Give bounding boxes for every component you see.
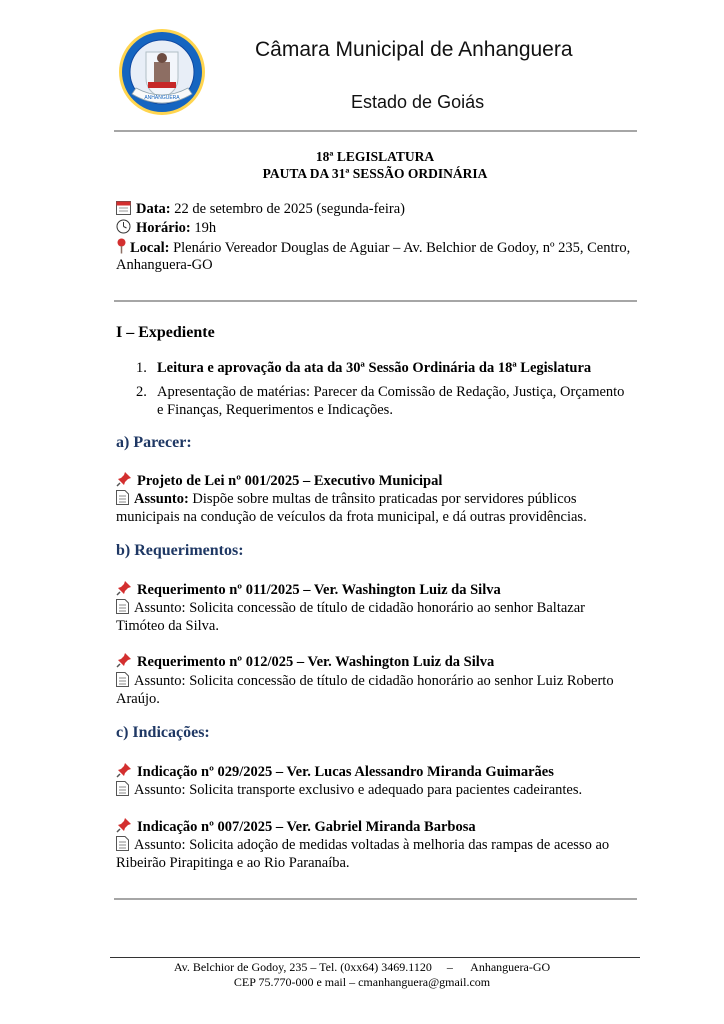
footer-rule <box>110 957 640 958</box>
requerimento-1-title <box>116 580 501 599</box>
parecer-assunto-line1: Dispõe sobre multas de trânsito praticadas por servidores públicos <box>192 491 577 507</box>
expediente-item-1: Leitura e aprovação da ata da 30ª Sessão Ordinária da 18ª Legislatura <box>157 360 592 376</box>
pushpin-icon <box>116 652 132 668</box>
requerimento-2-title <box>116 652 494 671</box>
calendar-icon <box>116 200 131 215</box>
date-line <box>116 200 405 218</box>
requerimento-1-line1: Assunto: Solicita concessão de título de cidadão honorário ao senhor Baltazar <box>134 600 585 616</box>
parecer-item-assunto <box>116 490 577 508</box>
pushpin-icon <box>116 580 132 596</box>
chamber-name: Câmara Municipal de Anhanguera <box>255 38 573 61</box>
parecer-heading: a) Parecer: <box>116 434 192 451</box>
indicacao-2-assunto <box>116 836 609 854</box>
document-icon <box>116 490 129 505</box>
document-icon <box>116 672 129 687</box>
parecer-item-title <box>116 471 442 490</box>
expediente-heading: I – Expediente <box>116 324 215 341</box>
time-value: 19h <box>194 220 217 236</box>
time-label: Horário: <box>136 220 191 236</box>
location-pin-icon <box>116 238 127 254</box>
location-line <box>116 238 630 257</box>
indicacao-1-title-text: Indicação nº 029/2025 – Ver. Lucas Alessandro Miranda Guimarães <box>137 764 554 780</box>
municipal-seal-logo <box>118 28 206 116</box>
indicacao-2-title-text: Indicação nº 007/2025 – Ver. Gabriel Miranda Barbosa <box>137 819 476 835</box>
location-value-2: Anhanguera-GO <box>116 257 213 273</box>
state-name: Estado de Goiás <box>351 92 485 112</box>
pauta-title: PAUTA DA 31ª SESSÃO ORDINÁRIA <box>262 166 488 181</box>
location-value-1: Plenário Vereador Douglas de Aguiar – Av. Belchior de Godoy, nº 235, Centro, <box>173 240 631 256</box>
expediente-item-2-line1: Apresentação de matérias: Parecer da Comissão de Redação, Justiça, Orçamento <box>157 384 625 400</box>
indicacao-1-line1: Assunto: Solicita transporte exclusivo e adequado para pacientes cadeirantes. <box>134 782 583 798</box>
location-label: Local: <box>130 240 170 256</box>
indicacao-1-title <box>116 762 554 781</box>
pushpin-icon <box>116 762 132 778</box>
requerimento-1-assunto <box>116 599 585 617</box>
indicacao-2-line1: Assunto: Solicita adoção de medidas voltadas à melhoria das rampas de acesso ao <box>134 837 610 853</box>
date-value: 22 de setembro de 2025 (segunda-feira) <box>174 201 405 217</box>
requerimentos-heading: b) Requerimentos: <box>116 542 244 559</box>
requerimento-1-title-text: Requerimento nº 011/2025 – Ver. Washington Luiz da Silva <box>137 582 501 598</box>
indicacao-1-assunto <box>116 781 582 799</box>
requerimento-2-line1: Assunto: Solicita concessão de título de cidadão honorário ao senhor Luiz Roberto <box>134 673 614 689</box>
clock-icon <box>116 219 131 234</box>
indicacao-2-title <box>116 817 476 836</box>
expediente-item-1-num: 1. <box>136 360 147 376</box>
pushpin-icon <box>116 471 132 487</box>
footer-contact: CEP 75.770-000 e mail – cmanhanguera@gmail.com <box>233 975 491 989</box>
parecer-assunto-label: Assunto: <box>134 491 189 507</box>
indicacao-2-line2: Ribeirão Pirapitinga e ao Rio Paranaíba. <box>116 855 350 871</box>
requerimento-1-line2: Timóteo da Silva. <box>116 618 219 634</box>
footer-address: Av. Belchior de Godoy, 235 – Tel. (0xx64) 3469.1120 – Anhanguera-GO <box>173 960 551 974</box>
parecer-item-title-text: Projeto de Lei nº 001/2025 – Executivo Municipal <box>137 473 443 489</box>
date-label: Data: <box>136 201 171 217</box>
content-divider <box>114 898 637 900</box>
header-divider <box>114 130 637 132</box>
requerimento-2-line2: Araújo. <box>116 691 160 707</box>
document-icon <box>116 836 129 851</box>
seal-banner-text: ANHANGUERA <box>144 95 180 101</box>
indicacoes-heading: c) Indicações: <box>116 724 210 741</box>
expediente-item-2-num: 2. <box>136 384 147 400</box>
requerimento-2-assunto <box>116 672 614 690</box>
legislatura-heading: 18ª LEGISLATURA <box>315 149 435 164</box>
info-divider <box>114 300 637 302</box>
expediente-item-2-line2: e Finanças, Requerimentos e Indicações. <box>157 402 393 418</box>
parecer-assunto-line2: municipais na condução de veículos da frota municipal, e dá outras providências. <box>116 509 587 525</box>
document-icon <box>116 599 129 614</box>
pushpin-icon <box>116 817 132 833</box>
requerimento-2-title-text: Requerimento nº 012/025 – Ver. Washington Luiz da Silva <box>137 654 495 670</box>
time-line <box>116 219 216 237</box>
document-icon <box>116 781 129 796</box>
